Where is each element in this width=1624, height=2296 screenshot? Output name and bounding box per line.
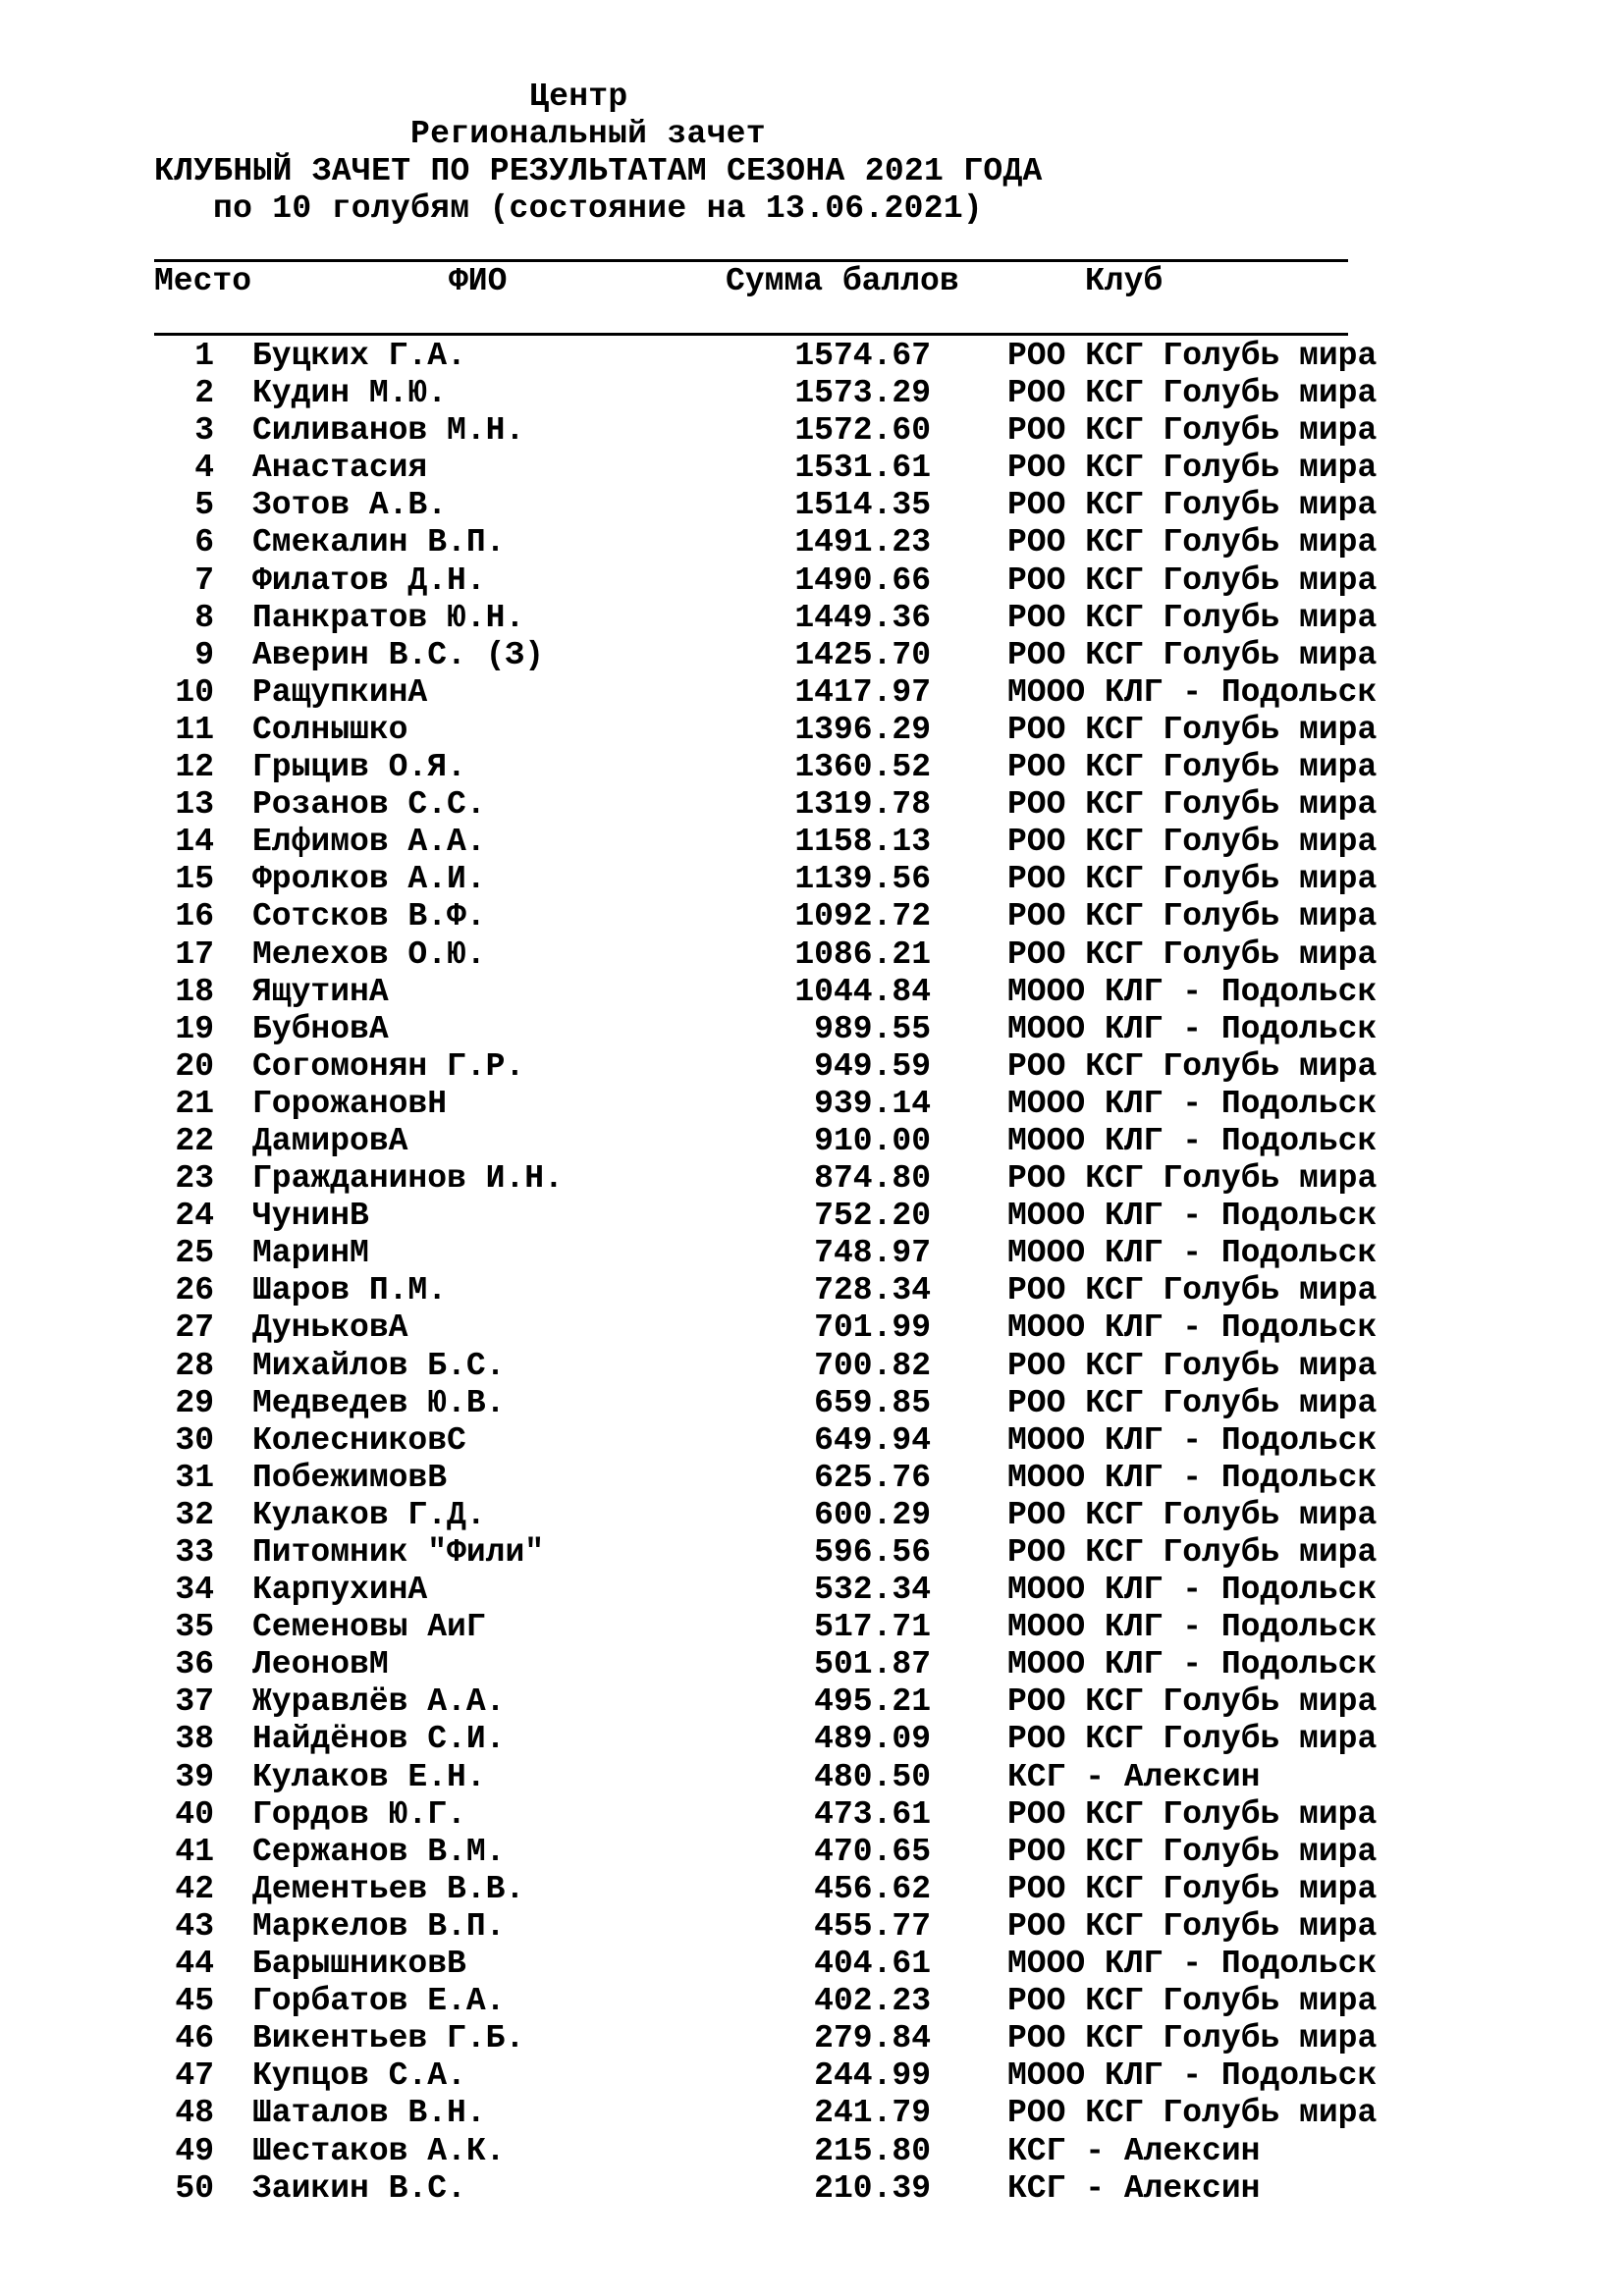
table-row xyxy=(0,1160,1624,1198)
cell-club: РОО КСГ Голубь мира xyxy=(1007,561,1378,599)
cell-name: ПобежимовВ xyxy=(252,1459,448,1496)
cell-score: 1514.35 xyxy=(794,487,931,524)
cell-score: 501.87 xyxy=(814,1646,931,1683)
cell-place: 10 xyxy=(175,673,214,711)
cell-club: РОО КСГ Голубь мира xyxy=(1007,338,1378,374)
cell-score: 625.76 xyxy=(814,1459,931,1496)
table-row xyxy=(0,1946,1624,1983)
cell-place: 6 xyxy=(194,524,214,561)
cell-score: 600.29 xyxy=(814,1496,931,1533)
table-row xyxy=(0,2057,1624,2095)
cell-club: РОО КСГ Голубь мира xyxy=(1007,1983,1378,2020)
results-table xyxy=(0,338,1624,2208)
cell-club: МООО КЛГ - Подольск xyxy=(1007,1198,1378,1235)
cell-place: 33 xyxy=(175,1534,214,1571)
table-row xyxy=(0,936,1624,974)
cell-score: 949.59 xyxy=(814,1047,931,1085)
cell-place: 8 xyxy=(194,599,214,636)
cell-name: Гражданинов И.Н. xyxy=(252,1160,564,1198)
cell-name: Филатов Д.Н. xyxy=(252,561,486,599)
cell-club: МООО КЛГ - Подольск xyxy=(1007,1609,1378,1646)
column-header-name: ФИО xyxy=(449,263,508,299)
cell-club: РОО КСГ Голубь мира xyxy=(1007,1683,1378,1721)
cell-name: Питомник "Фили" xyxy=(252,1534,545,1571)
table-row xyxy=(0,2133,1624,2170)
table-row xyxy=(0,1011,1624,1048)
cell-club: РОО КСГ Голубь мира xyxy=(1007,935,1378,973)
table-row xyxy=(0,637,1624,674)
cell-name: Михайлов Б.С. xyxy=(252,1347,506,1384)
table-row xyxy=(0,1385,1624,1422)
cell-name: Шестаков А.К. xyxy=(252,2132,506,2169)
cell-place: 41 xyxy=(175,1833,214,1870)
cell-place: 21 xyxy=(175,1085,214,1122)
cell-name: БарышниковВ xyxy=(252,1946,466,1983)
cell-score: 241.79 xyxy=(814,2095,931,2132)
table-row xyxy=(0,1796,1624,1834)
cell-name: Розанов С.С. xyxy=(252,786,486,824)
cell-score: 939.14 xyxy=(814,1085,931,1122)
cell-club: МООО КЛГ - Подольск xyxy=(1007,673,1378,711)
cell-score: 1449.36 xyxy=(794,599,931,636)
cell-name: КолесниковС xyxy=(252,1421,466,1459)
table-row xyxy=(0,1572,1624,1609)
cell-name: Медведев Ю.В. xyxy=(252,1384,506,1421)
cell-score: 215.80 xyxy=(814,2132,931,2169)
cell-name: Анастасия xyxy=(252,450,428,487)
cell-club: РОО КСГ Голубь мира xyxy=(1007,1384,1378,1421)
cell-score: 1491.23 xyxy=(794,524,931,561)
cell-club: РОО КСГ Голубь мира xyxy=(1007,1907,1378,1945)
table-row xyxy=(0,1048,1624,1086)
cell-name: Журавлёв А.А. xyxy=(252,1683,506,1721)
cell-score: 649.94 xyxy=(814,1421,931,1459)
cell-score: 1417.97 xyxy=(794,673,931,711)
cell-club: МООО КЛГ - Подольск xyxy=(1007,1946,1378,1983)
cell-club: РОО КСГ Голубь мира xyxy=(1007,786,1378,824)
cell-score: 1086.21 xyxy=(794,935,931,973)
table-row xyxy=(0,1123,1624,1160)
title-subtitle: по 10 голубям (состояние на 13.06.2021) xyxy=(213,190,984,227)
table-row xyxy=(0,1534,1624,1572)
table-row xyxy=(0,1272,1624,1309)
cell-club: МООО КЛГ - Подольск xyxy=(1007,2057,1378,2095)
cell-score: 470.65 xyxy=(814,1833,931,1870)
cell-name: Грыцив О.Я. xyxy=(252,749,466,786)
cell-name: Заикин В.С. xyxy=(252,2169,466,2207)
cell-club: РОО КСГ Голубь мира xyxy=(1007,412,1378,450)
column-header-club: Клуб xyxy=(1085,263,1164,299)
cell-score: 402.23 xyxy=(814,1983,931,2020)
cell-club: МООО КЛГ - Подольск xyxy=(1007,1421,1378,1459)
table-row xyxy=(0,1497,1624,1534)
cell-score: 1044.84 xyxy=(794,973,931,1010)
cell-score: 517.71 xyxy=(814,1609,931,1646)
cell-place: 17 xyxy=(175,935,214,973)
cell-place: 35 xyxy=(175,1609,214,1646)
cell-name: Аверин В.С. (З) xyxy=(252,636,545,673)
cell-score: 210.39 xyxy=(814,2169,931,2207)
cell-place: 48 xyxy=(175,2095,214,2132)
cell-club: РОО КСГ Голубь мира xyxy=(1007,1347,1378,1384)
cell-score: 455.77 xyxy=(814,1907,931,1945)
cell-score: 1573.29 xyxy=(794,375,931,412)
cell-score: 279.84 xyxy=(814,2020,931,2057)
cell-score: 659.85 xyxy=(814,1384,931,1421)
cell-score: 752.20 xyxy=(814,1198,931,1235)
cell-name: Маркелов В.П. xyxy=(252,1907,506,1945)
cell-club: РОО КСГ Голубь мира xyxy=(1007,524,1378,561)
table-row xyxy=(0,749,1624,786)
cell-score: 1574.67 xyxy=(794,338,931,374)
table-row xyxy=(0,861,1624,898)
title-region: Центр xyxy=(529,79,628,115)
table-row xyxy=(0,974,1624,1011)
cell-club: МООО КЛГ - Подольск xyxy=(1007,973,1378,1010)
table-row xyxy=(0,1683,1624,1721)
cell-place: 32 xyxy=(175,1496,214,1533)
cell-club: РОО КСГ Голубь мира xyxy=(1007,749,1378,786)
table-row xyxy=(0,1983,1624,2020)
cell-place: 24 xyxy=(175,1198,214,1235)
cell-name: Найдёнов С.И. xyxy=(252,1721,506,1758)
cell-place: 4 xyxy=(194,450,214,487)
cell-place: 40 xyxy=(175,1795,214,1833)
cell-name: Солнышко xyxy=(252,711,408,748)
cell-place: 49 xyxy=(175,2132,214,2169)
cell-score: 1531.61 xyxy=(794,450,931,487)
cell-club: МООО КЛГ - Подольск xyxy=(1007,1572,1378,1609)
cell-club: РОО КСГ Голубь мира xyxy=(1007,1795,1378,1833)
cell-place: 16 xyxy=(175,898,214,935)
table-row xyxy=(0,487,1624,524)
cell-club: МООО КЛГ - Подольск xyxy=(1007,1085,1378,1122)
cell-club: РОО КСГ Голубь мира xyxy=(1007,1534,1378,1571)
cell-place: 5 xyxy=(194,487,214,524)
table-row xyxy=(0,824,1624,861)
cell-place: 37 xyxy=(175,1683,214,1721)
cell-name: Мелехов О.Ю. xyxy=(252,935,486,973)
cell-place: 3 xyxy=(194,412,214,450)
cell-score: 1092.72 xyxy=(794,898,931,935)
cell-club: МООО КЛГ - Подольск xyxy=(1007,1010,1378,1047)
table-row xyxy=(0,1908,1624,1946)
table-row xyxy=(0,1198,1624,1235)
cell-name: ДамировА xyxy=(252,1122,408,1159)
cell-club: РОО КСГ Голубь мира xyxy=(1007,2095,1378,2132)
cell-club: РОО КСГ Голубь мира xyxy=(1007,898,1378,935)
cell-club: РОО КСГ Голубь мира xyxy=(1007,824,1378,861)
table-row xyxy=(0,1460,1624,1497)
cell-club: РОО КСГ Голубь мира xyxy=(1007,1870,1378,1907)
cell-name: БубновА xyxy=(252,1010,389,1047)
table-row xyxy=(0,1759,1624,1796)
cell-club: РОО КСГ Голубь мира xyxy=(1007,1721,1378,1758)
column-header-score: Сумма баллов xyxy=(726,263,959,299)
cell-place: 36 xyxy=(175,1646,214,1683)
cell-score: 1139.56 xyxy=(794,861,931,898)
cell-club: РОО КСГ Голубь мира xyxy=(1007,375,1378,412)
cell-score: 1396.29 xyxy=(794,711,931,748)
cell-name: Сотсков В.Ф. xyxy=(252,898,486,935)
cell-score: 1319.78 xyxy=(794,786,931,824)
cell-club: РОО КСГ Голубь мира xyxy=(1007,1272,1378,1309)
cell-place: 47 xyxy=(175,2057,214,2095)
cell-place: 26 xyxy=(175,1272,214,1309)
table-row xyxy=(0,562,1624,600)
cell-score: 596.56 xyxy=(814,1534,931,1571)
cell-name: Шаров П.М. xyxy=(252,1272,448,1309)
cell-club: МООО КЛГ - Подольск xyxy=(1007,1459,1378,1496)
cell-score: 480.50 xyxy=(814,1758,931,1795)
cell-place: 19 xyxy=(175,1010,214,1047)
cell-place: 50 xyxy=(175,2169,214,2207)
cell-place: 30 xyxy=(175,1421,214,1459)
cell-place: 44 xyxy=(175,1946,214,1983)
cell-place: 42 xyxy=(175,1870,214,1907)
cell-place: 27 xyxy=(175,1309,214,1347)
table-row xyxy=(0,1309,1624,1347)
cell-place: 46 xyxy=(175,2020,214,2057)
table-row xyxy=(0,1646,1624,1683)
cell-score: 910.00 xyxy=(814,1122,931,1159)
cell-name: Шаталов В.Н. xyxy=(252,2095,486,2132)
cell-place: 12 xyxy=(175,749,214,786)
cell-place: 2 xyxy=(194,375,214,412)
cell-place: 18 xyxy=(175,973,214,1010)
cell-club: РОО КСГ Голубь мира xyxy=(1007,711,1378,748)
cell-name: Елфимов А.А. xyxy=(252,824,486,861)
cell-place: 29 xyxy=(175,1384,214,1421)
table-row xyxy=(0,412,1624,450)
cell-place: 23 xyxy=(175,1160,214,1198)
cell-club: РОО КСГ Голубь мира xyxy=(1007,861,1378,898)
cell-name: Горбатов Е.А. xyxy=(252,1983,506,2020)
cell-club: МООО КЛГ - Подольск xyxy=(1007,1646,1378,1683)
table-row xyxy=(0,375,1624,412)
table-row xyxy=(0,524,1624,561)
table-row xyxy=(0,1422,1624,1460)
cell-club: КСГ - Алексин xyxy=(1007,2169,1261,2207)
title-main: КЛУБНЫЙ ЗАЧЕТ ПО РЕЗУЛЬТАТАМ СЕЗОНА 2021 ГОДА xyxy=(154,153,1043,189)
cell-club: РОО КСГ Голубь мира xyxy=(1007,450,1378,487)
cell-score: 874.80 xyxy=(814,1160,931,1198)
cell-score: 1572.60 xyxy=(794,412,931,450)
cell-score: 532.34 xyxy=(814,1572,931,1609)
table-row xyxy=(0,786,1624,824)
cell-place: 11 xyxy=(175,711,214,748)
table-row xyxy=(0,712,1624,749)
cell-name: Гордов Ю.Г. xyxy=(252,1795,466,1833)
cell-name: Дементьев В.В. xyxy=(252,1870,525,1907)
cell-name: Смекалин В.П. xyxy=(252,524,506,561)
cell-score: 701.99 xyxy=(814,1309,931,1347)
cell-place: 1 xyxy=(194,338,214,374)
table-row xyxy=(0,2020,1624,2057)
cell-club: МООО КЛГ - Подольск xyxy=(1007,1235,1378,1272)
cell-name: Силиванов М.Н. xyxy=(252,412,525,450)
table-row xyxy=(0,1235,1624,1272)
cell-place: 25 xyxy=(175,1235,214,1272)
cell-place: 34 xyxy=(175,1572,214,1609)
cell-score: 748.97 xyxy=(814,1235,931,1272)
cell-place: 14 xyxy=(175,824,214,861)
cell-score: 700.82 xyxy=(814,1347,931,1384)
cell-score: 728.34 xyxy=(814,1272,931,1309)
cell-name: ДуньковА xyxy=(252,1309,408,1347)
table-row xyxy=(0,898,1624,935)
cell-name: Фролков А.И. xyxy=(252,861,486,898)
cell-score: 495.21 xyxy=(814,1683,931,1721)
cell-name: МаринМ xyxy=(252,1235,369,1272)
cell-place: 13 xyxy=(175,786,214,824)
cell-name: Семеновы АиГ xyxy=(252,1609,486,1646)
cell-name: Сержанов В.М. xyxy=(252,1833,506,1870)
table-row xyxy=(0,1871,1624,1908)
cell-place: 15 xyxy=(175,861,214,898)
cell-name: ЯщутинА xyxy=(252,973,389,1010)
cell-club: КСГ - Алексин xyxy=(1007,1758,1261,1795)
cell-score: 489.09 xyxy=(814,1721,931,1758)
table-row xyxy=(0,450,1624,487)
cell-name: Викентьев Г.Б. xyxy=(252,2020,525,2057)
cell-name: Кудин М.Ю. xyxy=(252,375,448,412)
cell-score: 1158.13 xyxy=(794,824,931,861)
cell-name: КарпухинА xyxy=(252,1572,428,1609)
cell-name: Согомонян Г.Р. xyxy=(252,1047,525,1085)
table-row xyxy=(0,1609,1624,1646)
cell-name: РащупкинА xyxy=(252,673,428,711)
table-row xyxy=(0,2170,1624,2208)
cell-name: ЛеоновМ xyxy=(252,1646,389,1683)
table-row xyxy=(0,338,1624,375)
cell-name: Зотов А.В. xyxy=(252,487,448,524)
cell-score: 1425.70 xyxy=(794,636,931,673)
table-row xyxy=(0,2095,1624,2132)
cell-club: РОО КСГ Голубь мира xyxy=(1007,1833,1378,1870)
cell-score: 404.61 xyxy=(814,1946,931,1983)
cell-place: 31 xyxy=(175,1459,214,1496)
cell-club: РОО КСГ Голубь мира xyxy=(1007,1160,1378,1198)
cell-score: 456.62 xyxy=(814,1870,931,1907)
cell-name: ЧунинВ xyxy=(252,1198,369,1235)
cell-place: 45 xyxy=(175,1983,214,2020)
cell-name: Панкратов Ю.Н. xyxy=(252,599,525,636)
cell-score: 1360.52 xyxy=(794,749,931,786)
cell-club: РОО КСГ Голубь мира xyxy=(1007,487,1378,524)
cell-club: РОО КСГ Голубь мира xyxy=(1007,2020,1378,2057)
header-rule-bottom xyxy=(154,333,1348,336)
cell-club: РОО КСГ Голубь мира xyxy=(1007,599,1378,636)
cell-name: ГорожановН xyxy=(252,1085,448,1122)
cell-name: Кулаков Г.Д. xyxy=(252,1496,486,1533)
cell-score: 473.61 xyxy=(814,1795,931,1833)
cell-club: МООО КЛГ - Подольск xyxy=(1007,1309,1378,1347)
cell-place: 9 xyxy=(194,636,214,673)
cell-score: 1490.66 xyxy=(794,561,931,599)
cell-place: 43 xyxy=(175,1907,214,1945)
table-row xyxy=(0,1348,1624,1385)
cell-place: 28 xyxy=(175,1347,214,1384)
cell-club: КСГ - Алексин xyxy=(1007,2132,1261,2169)
cell-club: РОО КСГ Голубь мира xyxy=(1007,1496,1378,1533)
cell-place: 38 xyxy=(175,1721,214,1758)
cell-club: РОО КСГ Голубь мира xyxy=(1007,636,1378,673)
cell-place: 7 xyxy=(194,561,214,599)
cell-score: 244.99 xyxy=(814,2057,931,2095)
cell-name: Буцких Г.А. xyxy=(252,338,466,374)
table-row xyxy=(0,1721,1624,1758)
table-row xyxy=(0,674,1624,712)
cell-place: 39 xyxy=(175,1758,214,1795)
table-row xyxy=(0,1834,1624,1871)
cell-club: МООО КЛГ - Подольск xyxy=(1007,1122,1378,1159)
column-header-place: Место xyxy=(154,263,252,299)
cell-place: 20 xyxy=(175,1047,214,1085)
cell-club: РОО КСГ Голубь мира xyxy=(1007,1047,1378,1085)
title-zachet: Региональный зачет xyxy=(410,116,766,152)
header-rule-top xyxy=(154,259,1348,262)
cell-score: 989.55 xyxy=(814,1010,931,1047)
cell-name: Кулаков Е.Н. xyxy=(252,1758,486,1795)
cell-place: 22 xyxy=(175,1122,214,1159)
table-row xyxy=(0,1086,1624,1123)
cell-name: Купцов С.А. xyxy=(252,2057,466,2095)
table-row xyxy=(0,600,1624,637)
